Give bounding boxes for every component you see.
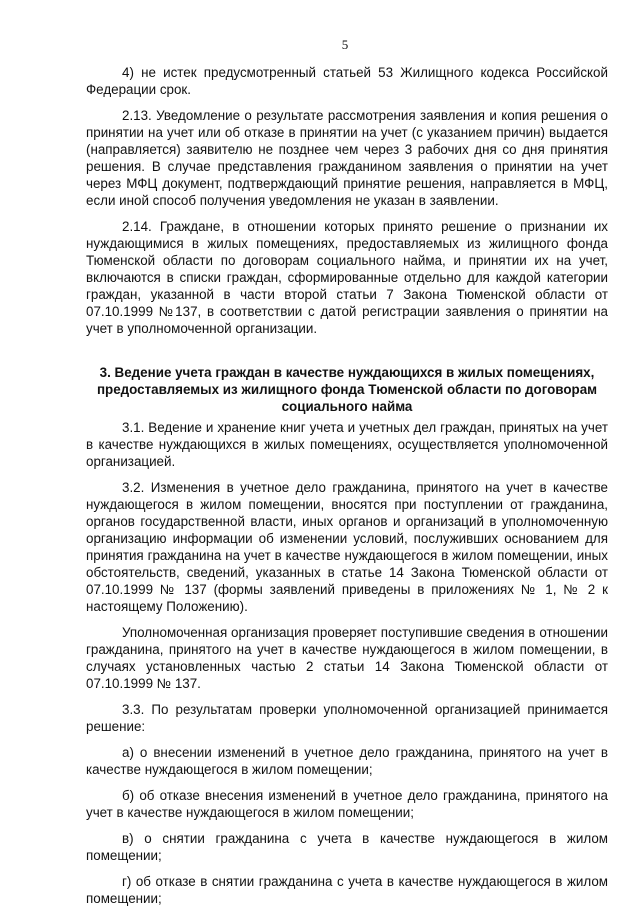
paragraph-verification: Уполномоченная организация проверяет поступившие сведения в отношении гражданина, принятого на учет в качестве нуждающегося в жилом помещении, в случаях установленных частью 2 статьи 14 Закона Тюменской области от 07.10.1999 № 137. bbox=[86, 625, 608, 691]
list-item-b: б) об отказе внесения изменений в учетное дело гражданина, принятого на учет в качестве нуждающегося в жилом помещении; bbox=[86, 788, 608, 820]
paragraph-2-13: 2.13. Уведомление о результате рассмотрения заявления и копия решения о принятии на учет или об отказе в принятии на учет (с указанием причин) выдается (направляется) заявителю не позднее чем через 3 рабочих дня со дня принятия решения. В случае представления гражданином заявления о принятии на учет через МФЦ документ, подтверждающий принятие решения, направляется в МФЦ, если иной способ получения уведомления не указан в заявлении. bbox=[86, 108, 608, 208]
list-item-v: в) о снятии гражданина с учета в качестве нуждающегося в жилом помещении; bbox=[86, 831, 608, 863]
paragraph-item-4: 4) не истек предусмотренный статьей 53 Жилищного кодекса Российской Федерации срок. bbox=[86, 65, 608, 97]
page-number: 5 bbox=[341, 37, 349, 52]
section-3-heading: 3. Ведение учета граждан в качестве нуждающихся в жилых помещениях, предоставляемых из жилищного фонда Тюменской области по договорам социального найма bbox=[96, 365, 598, 414]
paragraph-3-1: 3.1. Ведение и хранение книг учета и учетных дел граждан, принятых на учет в качестве нуждающихся в жилых помещениях, осуществляется уполномоченной организацией. bbox=[86, 420, 608, 469]
list-item-a: а) о внесении изменений в учетное дело гражданина, принятого на учет в качестве нуждающегося в жилом помещении; bbox=[86, 745, 608, 777]
paragraph-2-14: 2.14. Граждане, в отношении которых принято решение о признании их нуждающимися в жилых помещениях, предоставляемых из жилищного фонда Тюменской области по договорам социального найма, и принятии их на учет, включаются в списки граждан, сформированные отдельно для каждой категории граждан, указанной в части второй статьи 7 Закона Тюменской области от 07.10.1999 №137, в соответствии с датой регистрации заявления о принятии на учет в уполномоченной организации. bbox=[86, 219, 608, 336]
paragraph-3-2: 3.2. Изменения в учетное дело гражданина, принятого на учет в качестве нуждающегося в жилом помещении, вносятся при поступлении от гражданина, органов государственной власти, иных органов и организаций в уполномоченную организацию информации об изменении условий, послуживших основанием для принятия гражданина на учет в качестве нуждающегося в жилом помещении, иных обстоятельств, сведений, указанных в статье 14 Закона Тюменской области от 07.10.1999 № 137 (формы заявлений приведены в приложениях № 1, № 2 к настоящему Положению). bbox=[86, 480, 608, 614]
paragraph-3-3: 3.3. По результатам проверки уполномоченной организацией принимается решение: bbox=[86, 702, 608, 734]
list-item-g: г) об отказе в снятии гражданина с учета в качестве нуждающегося в жилом помещении; bbox=[86, 874, 608, 906]
document-body bbox=[86, 64, 608, 916]
